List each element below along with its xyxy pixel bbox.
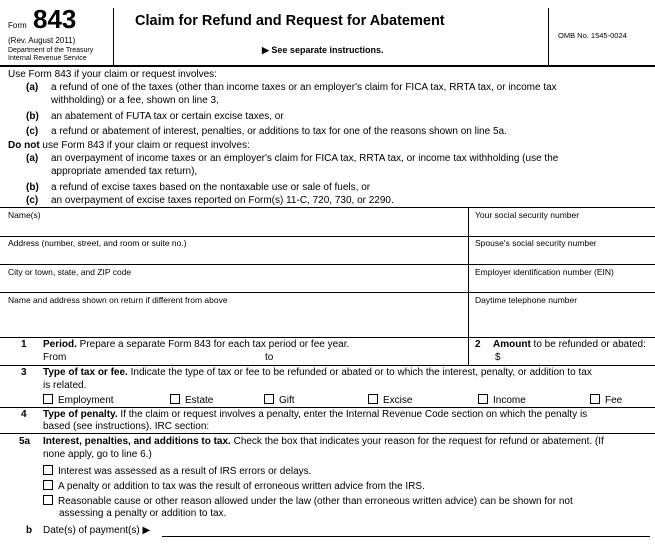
- donot-intro: [8, 140, 250, 152]
- employment-label: Employment: [58, 395, 114, 406]
- other-name-label: Name and address shown on return if different from above: [8, 295, 228, 305]
- income-label: Income: [493, 395, 526, 406]
- line3-text1: [43, 367, 592, 379]
- excise-checkbox[interactable]: [368, 394, 378, 404]
- line4-bold: Type of penalty.: [43, 409, 118, 420]
- line5a-text1: [43, 436, 604, 448]
- irs-errors-label: Interest was assessed as a result of IRS errors or delays.: [58, 466, 312, 477]
- erroneous-advice-checkbox[interactable]: [43, 480, 53, 490]
- omb-number: OMB No. 1545-0024: [558, 31, 627, 40]
- fee-label: Fee: [605, 395, 623, 406]
- line2-rest: to be refunded or abated:: [530, 339, 646, 350]
- instructions-note: ▶ See separate instructions.: [262, 45, 384, 55]
- donot-a-text2: appropriate amended tax return),: [51, 166, 198, 177]
- ein-field[interactable]: [470, 277, 655, 292]
- employment-checkbox[interactable]: [43, 394, 53, 404]
- phone-label: Daytime telephone number: [475, 295, 578, 305]
- option-fee[interactable]: [590, 394, 622, 407]
- donot-a-text1: an overpayment of income taxes or an employer's claim for FICA tax, RRTA tax, or income tax withholding (use the: [51, 153, 559, 164]
- reason-irs-errors[interactable]: [43, 465, 311, 478]
- name-label: Name(s): [8, 210, 41, 220]
- form-agency: Internal Revenue Service: [8, 55, 87, 62]
- line4-rest: If the claim or request involves a penalty, enter the Internal Revenue Code section on which the penalty is: [117, 409, 588, 420]
- irs-errors-checkbox[interactable]: [43, 465, 53, 475]
- form-word: Form: [8, 21, 27, 30]
- line1-to-label: to: [265, 352, 274, 363]
- irc-section-field[interactable]: [225, 420, 653, 432]
- fee-checkbox[interactable]: [590, 394, 600, 404]
- ssn-label: Your social security number: [475, 210, 580, 220]
- use-a-text1: a refund of one of the taxes (other than income taxes or an employer's claim for FICA tax, RRTA tax, or income tax: [51, 82, 557, 93]
- line5b-text: Date(s) of payment(s) ▶: [43, 525, 151, 536]
- income-checkbox[interactable]: [478, 394, 488, 404]
- line1-from-label: From: [43, 352, 67, 363]
- spouse-ssn-label: Spouse's social security number: [475, 238, 597, 248]
- donot-b-letter: (b): [26, 182, 39, 193]
- line4-number: 4: [21, 409, 27, 420]
- donot-bold: Do not: [8, 140, 40, 151]
- line1-number: 1: [21, 339, 27, 350]
- line5a-number: 5a: [19, 436, 31, 447]
- ssn-field[interactable]: [470, 219, 655, 235]
- address-field[interactable]: [0, 248, 466, 264]
- line5a-bold: Interest, penalties, and additions to tax.: [43, 436, 231, 447]
- line1-bold: Period.: [43, 339, 77, 350]
- reason-erroneous-advice[interactable]: [43, 480, 425, 493]
- option-income[interactable]: [478, 394, 526, 407]
- line3-text2: is related.: [43, 380, 87, 391]
- estate-label: Estate: [185, 395, 214, 406]
- donot-b-text: a refund of excise taxes based on the nontaxable use or sale of fuels, or: [51, 182, 371, 193]
- form-revision: (Rev. August 2011): [8, 36, 76, 45]
- gift-checkbox[interactable]: [264, 394, 274, 404]
- line1-text: [43, 339, 349, 351]
- donot-a-letter: (a): [26, 153, 39, 164]
- excise-label: Excise: [383, 395, 413, 406]
- form-number: 843: [33, 4, 77, 34]
- reason-reasonable-cause[interactable]: [43, 495, 573, 508]
- ein-label: Employer identification number (EIN): [475, 267, 614, 277]
- option-excise[interactable]: [368, 394, 412, 407]
- option-employment[interactable]: [43, 394, 114, 407]
- spouse-ssn-field[interactable]: [470, 248, 655, 264]
- line3-number: 3: [21, 367, 27, 378]
- use-a-text2: withholding) or a fee, shown on line 3,: [51, 95, 219, 106]
- payment-dates-field[interactable]: [160, 524, 650, 536]
- amount-field[interactable]: [505, 351, 653, 363]
- donot-c-letter: (c): [26, 195, 39, 206]
- reasonable-cause-checkbox[interactable]: [43, 495, 53, 505]
- erroneous-advice-label: A penalty or addition to tax was the result of erroneous written advice from the IRS.: [58, 481, 425, 492]
- phone-field[interactable]: [470, 305, 655, 336]
- city-field[interactable]: [0, 277, 466, 292]
- address-label: Address (number, street, and room or suite no.): [8, 238, 187, 248]
- use-b-text: an abatement of FUTA tax or certain excise taxes, or: [51, 111, 284, 122]
- use-c-letter: (c): [26, 126, 39, 137]
- donot-rest: use Form 843 if your claim or request involves:: [39, 140, 250, 151]
- line2-bold: Amount: [493, 339, 531, 350]
- reasonable-cause-label: Reasonable cause or other reason allowed under the law (other than erroneous written advice) can be shown for not: [58, 496, 573, 507]
- line5a-rest: Check the box that indicates your reason for the request for refund or abatement. (If: [230, 436, 604, 447]
- line2-text: [493, 339, 646, 351]
- use-b-letter: (b): [26, 111, 39, 122]
- city-label: City or town, state, and ZIP code: [8, 267, 132, 277]
- name-field[interactable]: [0, 219, 466, 235]
- use-a-letter: (a): [26, 82, 39, 93]
- line2-dollar: $: [495, 352, 501, 363]
- line5b-number: b: [26, 525, 33, 536]
- line3-rest: Indicate the type of tax or fee to be refunded or abated or to which the interest, penalty, or addition to tax: [127, 367, 592, 378]
- other-name-field[interactable]: [0, 305, 466, 336]
- estate-checkbox[interactable]: [170, 394, 180, 404]
- option-gift[interactable]: [264, 394, 295, 407]
- line2-number: 2: [475, 339, 481, 350]
- period-from-field[interactable]: [75, 351, 255, 363]
- line1-rest: Prepare a separate Form 843 for each tax period or fee year.: [76, 339, 350, 350]
- line3-bold: Type of tax or fee.: [43, 367, 128, 378]
- line4-text2: based (see instructions). IRC section:: [43, 421, 210, 432]
- form-header: [0, 0, 655, 66]
- form-department: Department of the Treasury: [8, 47, 94, 54]
- option-estate[interactable]: [170, 394, 213, 407]
- reasonable-cause-cont: assessing a penalty or addition to tax.: [59, 508, 227, 519]
- gift-label: Gift: [279, 395, 295, 406]
- line5a-text2: none apply, go to line 6.): [43, 449, 152, 460]
- donot-c-text: an overpayment of excise taxes reported on Form(s) 11-C, 720, 730, or 2290.: [51, 195, 394, 206]
- period-to-field[interactable]: [280, 351, 460, 363]
- form-title: Claim for Refund and Request for Abatement: [135, 13, 445, 29]
- use-intro: Use Form 843 if your claim or request involves:: [8, 69, 217, 80]
- use-c-text: a refund or abatement of interest, penalties, or additions to tax for one of the reasons shown on line 5a.: [51, 126, 507, 137]
